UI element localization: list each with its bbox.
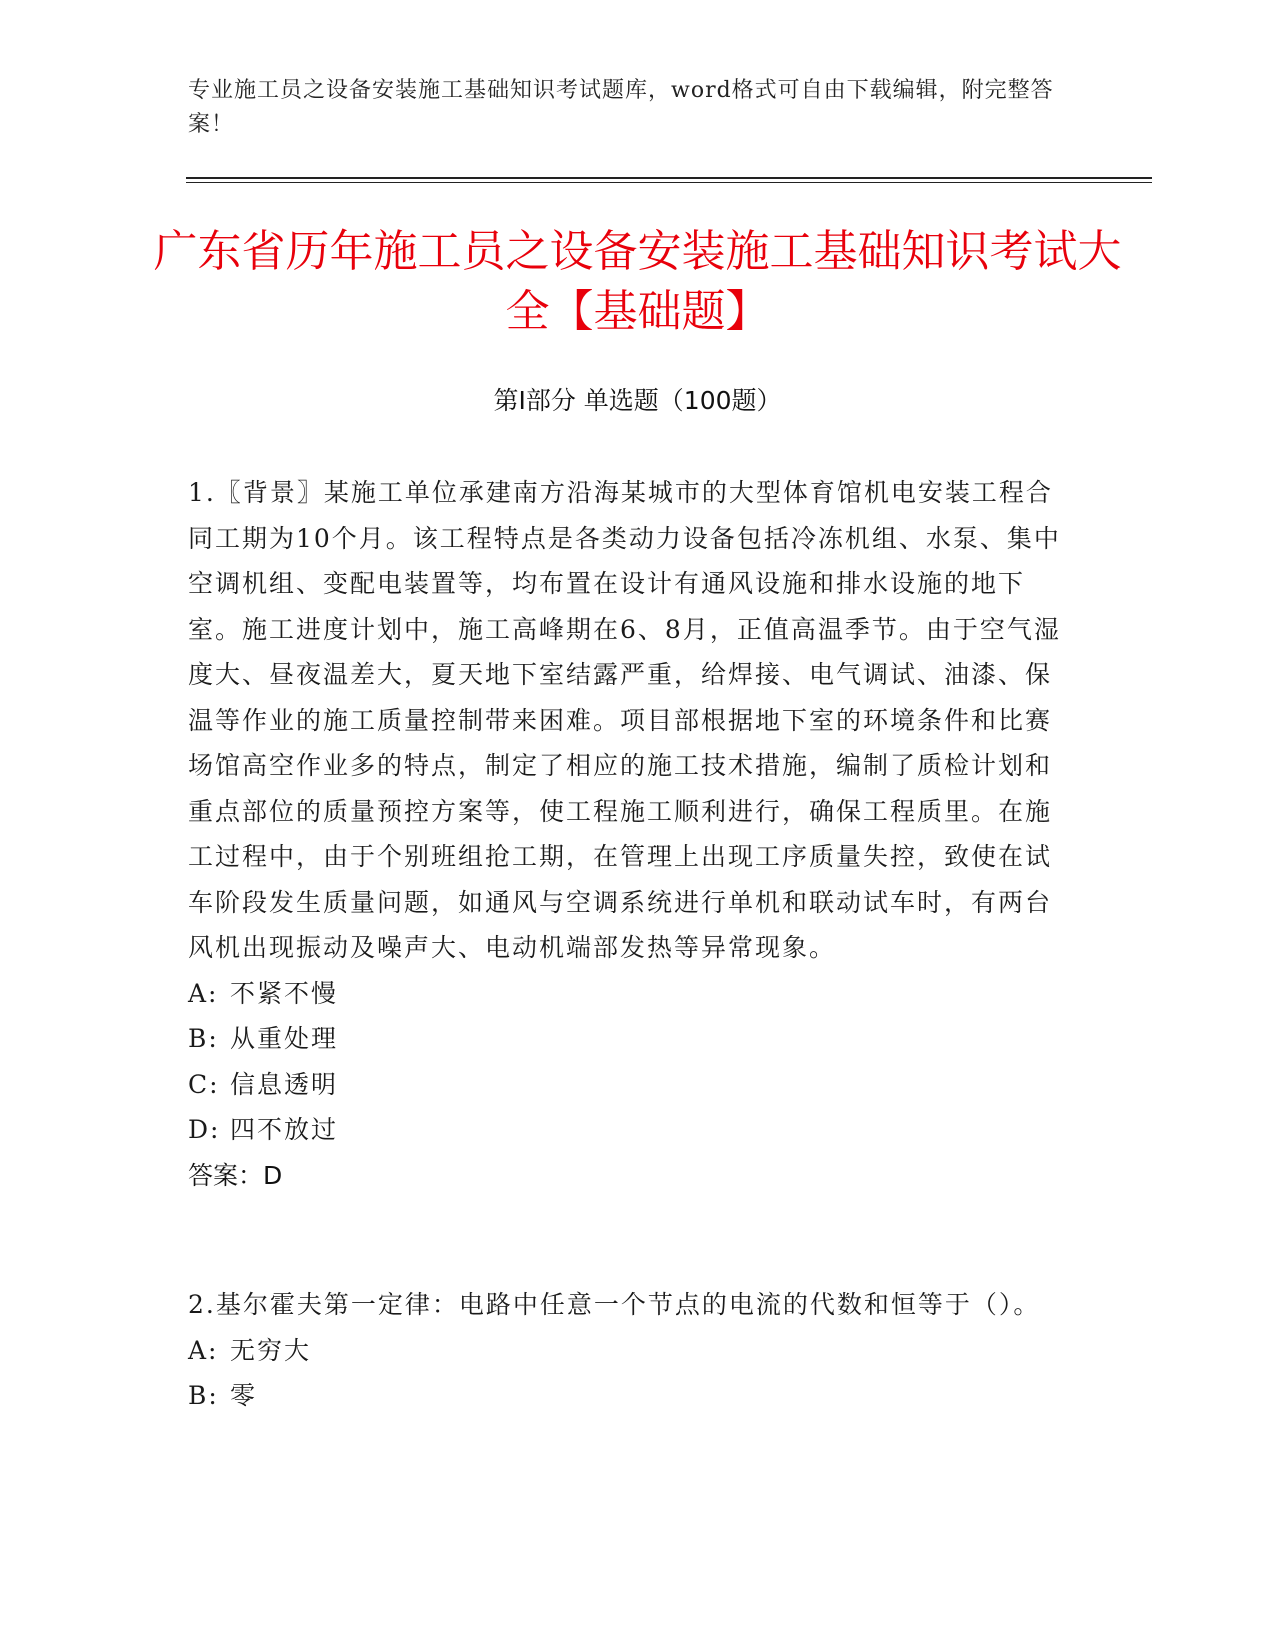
answer: 答案：D — [188, 1160, 283, 1190]
option-text: 信息透明 — [230, 1069, 339, 1099]
option-text: 不紧不慢 — [230, 978, 339, 1008]
option-b — [188, 1373, 1068, 1419]
option-key: A: — [188, 1335, 219, 1365]
option-key: B: — [188, 1024, 219, 1053]
question-2 — [188, 1282, 1068, 1419]
option-text: 从重处理 — [230, 1024, 339, 1053]
option-key: C: — [188, 1069, 220, 1099]
document-title: 广东省历年施工员之设备安装施工基础知识考试大全【基础题】 — [153, 226, 1122, 337]
option-text: 四不放过 — [230, 1115, 339, 1144]
option-key: D: — [188, 1115, 221, 1144]
option-d — [188, 1107, 1068, 1153]
option-text: 无穷大 — [230, 1335, 312, 1365]
header-note: 专业施工员之设备安装施工基础知识考试题库，word格式可自由下载编辑，附完整答案！ — [188, 78, 1054, 137]
question-text: 2.基尔霍夫第一定律：电路中任意一个节点的电流的代数和恒等于（）。 — [188, 1290, 1041, 1319]
option-a — [188, 971, 1068, 1017]
header-divider-thick — [186, 177, 1152, 179]
option-key: A: — [188, 978, 219, 1008]
option-a — [188, 1328, 1068, 1374]
option-text: 零 — [230, 1381, 258, 1410]
question-text: 1.〖背景〗某施工单位承建南方沿海某城市的大型体育馆机电安装工程合同工期为10个月。该工程特点是各类动力设备包括冷冻机组、水泵、集中空调机组、变配电装置等，均布置在设计有通风设施和排水设施的地下室。施工进度计划中，施工高峰期在6、8月，正值高温季节。由于空气湿度大、昼夜温差大，夏天地下室结露严重，给焊接、电气调试、油漆、保温等作业的施工质量控制带来困难。项目部根据地下室的环境条件和比赛场馆高空作业多的特点，制定了相应的施工技术措施，编制了质检计划和重点部位的质量预控方案等，使工程施工顺利进行，确保工程质里。在施工过程中，由于个别班组抢工期，在管理上出现工序质量失控，致使在试车阶段发生质量问题，如通风与空调系统进行单机和联动试车时，有两台风机出现振动及噪声大、电动机端部发热等异常现象。 — [188, 478, 1061, 962]
header-divider-thin — [186, 182, 1152, 183]
section-heading: 第Ⅰ部分 单选题（100题） — [493, 386, 782, 415]
option-c — [188, 1062, 1068, 1108]
option-b — [188, 1016, 1068, 1062]
question-1 — [188, 470, 1068, 1198]
option-key: B: — [188, 1381, 219, 1410]
